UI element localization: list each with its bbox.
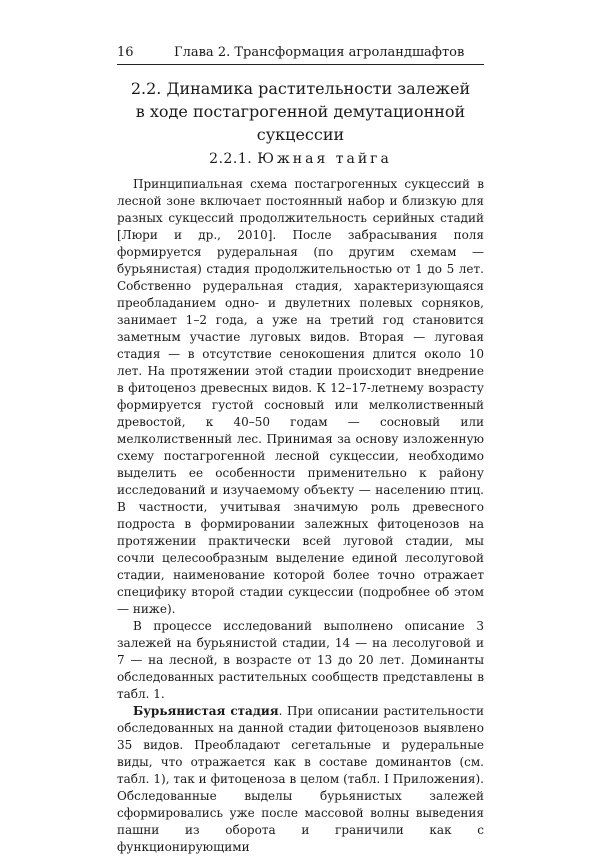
run-in-heading: Бурьянистая стадия bbox=[133, 704, 279, 718]
running-header bbox=[117, 44, 484, 65]
paragraph: Принципиальная схема постагрогенных сукцессий в лесной зоне включает постоянный набор и близкую для разных сукцессий продолжительность серийных стадий [Люри и др., 2010]. После забрасывания поля формируется рудеральная (по другим схемам — бурьянистая) стадия продолжительностью от 1 до 5 лет. Собственно рудеральная стадия, характеризующаяся преобладанием одно- и двулетних полевых сорняков, занимает 1–2 года, а уже на третий год становится заметным участие луговых видов. Вторая — луговая стадия — в отсутствие сенокошения длится около 10 лет. На протяжении этой стадии происходит внедрение в фитоценоз древесных видов. К 12–17-летнему возрасту формируется густой сосновый или мелколиственный древостой, к 40–50 годам — сосновый или мелколиственный лес. Принимая за основу изложенную схему постагрогенной лесной сукцессии, необходимо выделить ее особенности применительно к району исследований и изучаемому объекту — населению птиц. В частности, учитывая значимую роль древесного подроста в формировании залежных фитоценозов на протяжении практически всей луговой стадии, мы сочли целесообразным выделение единой лесолуговой стадии, наименование которой более точно отражает специфику второй стадии сукцессии (подробнее об этом — ниже). bbox=[117, 177, 484, 616]
paragraph: В процессе исследований выполнено описание 3 залежей на бурьянистой стадии, 14 — на лесолуговой и 7 — на лесной, в возрасте от 13 до 20 лет. Доминанты обследованных растительных сообществ представлены в табл. 1. bbox=[117, 619, 484, 701]
subsection-number: 2.2.1. bbox=[209, 151, 253, 167]
subsection-title bbox=[117, 149, 484, 169]
section-title-line-2: в ходе постагрогенной демутационной сукцессии bbox=[135, 102, 466, 144]
paragraph: Бурьянистая стадия. При описании растительности обследованных на данной стадии фитоценозов выявлено 35 видов. Преобладают сегетальные и рудеральные виды, что отражается как в составе доминантов (см. табл. 1), так и фитоценоза в целом (табл. I Приложения). Обследованные выделы бурьянистых залежей сформировались уже после массовой волны выведения пашни из оборота и граничили как с функционирующими bbox=[117, 704, 484, 854]
section-title bbox=[117, 77, 484, 146]
body-text bbox=[117, 176, 484, 856]
section-title-line-1: 2.2. Динамика растительности залежей bbox=[130, 79, 471, 98]
page-number: 16 bbox=[117, 45, 134, 60]
subsection-name: Южная тайга bbox=[257, 151, 392, 167]
chapter-title: Глава 2. Трансформация агроландшафтов bbox=[174, 45, 465, 60]
